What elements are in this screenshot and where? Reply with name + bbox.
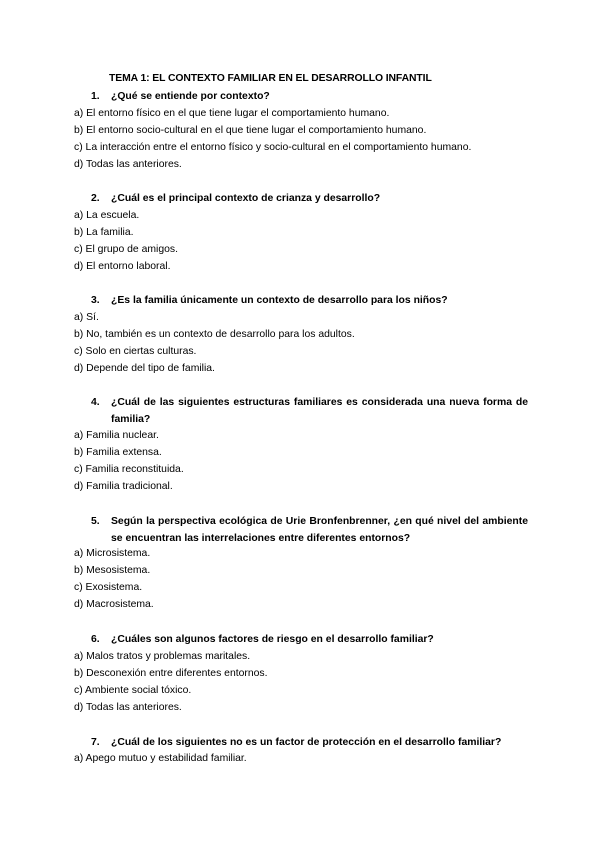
question-number: 1. [91, 91, 100, 102]
answer-option: a) Microsistema. [74, 548, 151, 559]
answer-option: a) El entorno físico en el que tiene lugar el comportamiento humano. [74, 108, 390, 119]
question-7 [91, 734, 531, 751]
answer-option: b) El entorno socio-cultural en el que tiene lugar el comportamiento humano. [74, 125, 427, 136]
answer-option: c) Exosistema. [74, 582, 143, 593]
answer-option: d) Todas las anteriores. [74, 159, 182, 170]
answer-option: d) Todas las anteriores. [74, 702, 182, 713]
answer-option: d) Familia tradicional. [74, 481, 173, 492]
answer-option: a) Malos tratos y problemas maritales. [74, 651, 251, 662]
question-number: 3. [91, 295, 100, 306]
question-text: ¿Cuál es el principal contexto de crianza y desarrollo? [111, 193, 381, 204]
answer-option: b) La familia. [74, 227, 134, 238]
question-number: 7. [91, 737, 100, 748]
question-text: ¿Cuál de los siguientes no es un factor de protección en el desarrollo familiar? [111, 737, 502, 748]
answer-option: b) Familia extensa. [74, 447, 162, 458]
answer-option: c) Solo en ciertas culturas. [74, 346, 197, 357]
question-number: 6. [91, 634, 100, 645]
answer-option: c) Ambiente social tóxico. [74, 685, 192, 696]
question-1 [91, 88, 531, 105]
answer-option: c) Familia reconstituida. [74, 464, 184, 475]
question-5 [91, 513, 528, 547]
question-number: 2. [91, 193, 100, 204]
question-number: 4. [91, 397, 100, 408]
question-number: 5. [91, 516, 100, 527]
answer-option: d) Macrosistema. [74, 599, 154, 610]
answer-option: a) Familia nuclear. [74, 430, 159, 441]
question-text: ¿Cuáles son algunos factores de riesgo en el desarrollo familiar? [111, 634, 434, 645]
answer-option: b) Mesosistema. [74, 565, 151, 576]
answer-option: d) El entorno laboral. [74, 261, 171, 272]
answer-option: b) Desconexión entre diferentes entornos. [74, 668, 268, 679]
answer-option: a) La escuela. [74, 210, 140, 221]
question-text: ¿Cuál de las siguientes estructuras familiares es considerada una nueva forma de familia? [111, 397, 528, 425]
question-2 [91, 190, 531, 207]
answer-option: d) Depende del tipo de familia. [74, 363, 215, 374]
answer-option: c) El grupo de amigos. [74, 244, 178, 255]
question-text: ¿Qué se entiende por contexto? [111, 91, 270, 102]
answer-option: a) Apego mutuo y estabilidad familiar. [74, 753, 247, 764]
question-text: ¿Es la familia únicamente un contexto de desarrollo para los niños? [111, 295, 448, 306]
answer-option: b) No, también es un contexto de desarrollo para los adultos. [74, 329, 355, 340]
question-3 [91, 292, 531, 309]
question-text: Según la perspectiva ecológica de Urie Bronfenbrenner, ¿en qué nivel del ambiente se encuentran las interrelaciones entre diferentes entornos? [111, 516, 528, 544]
document-title: TEMA 1: EL CONTEXTO FAMILIAR EN EL DESARROLLO INFANTIL [109, 73, 432, 84]
answer-option: a) Sí. [74, 312, 99, 323]
answer-option: c) La interacción entre el entorno físico y socio-cultural en el comportamiento humano. [74, 142, 472, 153]
question-4 [91, 394, 528, 428]
question-6 [91, 631, 531, 648]
